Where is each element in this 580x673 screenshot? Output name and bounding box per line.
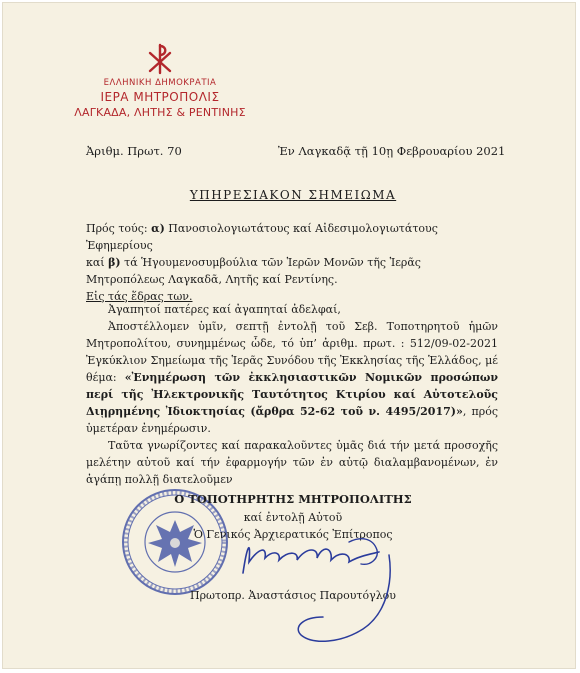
letterhead [67,43,253,119]
letterhead-region: ΛΑΓΚΑΔΑ, ΛΗΤΗΣ & ΡΕΝΤΙΝΗΣ [74,106,246,119]
paragraph-1-end: , πρός ὑμετέραν ἐνημέρωσιν. [86,405,498,435]
signature-title: Ο ΤΟΠΟΤΗΡΗΤΗΣ ΜΗΤΡΟΠΟΛΙΤΗΣ [174,492,412,506]
paragraph-1 [86,318,498,437]
document-date: Ἐν Λαγκαδᾷ τῇ 10ῃ Φεβρουαρίου 2021 [278,144,506,158]
recipients-block [86,220,501,305]
letter-body [86,301,498,488]
recipient-a-marker: α) [151,222,165,235]
letterhead-metropolis: ΙΕΡΑ ΜΗΤΡΟΠΟΛΙΣ [100,90,220,104]
letterhead-republic: ΕΛΛΗΝΙΚΗ ΔΗΜΟΚΡΑΤΙΑ [103,78,217,88]
document-title: ΥΠΗΡΕΣΙΑΚΟΝ ΣΗΜΕΙΩΜΑ [189,188,397,202]
chi-rho-emblem [145,43,175,75]
document-page [2,2,576,669]
protocol-number: Ἀριθμ. Πρωτ. 70 [86,144,182,158]
signatory-name: Πρωτοπρ. Ἀναστάσιος Παρουτόγλου [190,589,396,602]
paragraph-2: Ταῦτα γνωρίζοντες καί παρακαλοῦντες ὑμᾶς διά τήν μετά προσοχῆς μελέτην αὐτοῦ καί τήν ἐφαρμογήν τῶν ἐν αὐτῷ διαλαμβανομένων, ἐν ἀγάπῃ πολλῇ διατελοῦμεν [86,439,498,486]
paragraph-1-subject: «Ἐνημέρωση τῶν ἐκκλησιαστικῶν Νομικῶν προσώπων περί τῆς Ἠλεκτρονικῆς Ταυτότητος Κτιρίου καί Αὐτοτελοῦς Διῃρημένης Ἰδιοκτησίας (ἄρθρα 52-62 τοῦ ν. 4495/2017)» [86,371,498,418]
recipients-prefix: Πρός τούς: [86,222,152,235]
recipient-b-prefix: καί [86,256,109,269]
recipient-a-text: Πανοσιολογιωτάτους καί Αἰδεσιμολογιωτάτους Ἐφημερίους [86,222,438,252]
signature-mandate: καί ἐντολῇ Αὐτοῦ [243,511,343,524]
paragraph-1-text: Ἀποστέλλομεν ὑμῖν, σεπτῇ ἐντολῇ τοῦ Σεβ. Τοποτηρητοῦ ἡμῶν Μητροπολίτου, συνημμένως ὧδε, τό ὑπ’ ἀριθμ. πρωτ. : 512/09-02-2021 Ἐγκύκλιον Σημείωμα τῆς Ἱερᾶς Συνόδου τῆς Ἐκκλησίας τῆς Ἑλλάδος, μέ θέμα: [86,320,498,384]
recipients-seats: Εἰς τάς ἕδρας των. [86,290,193,303]
greeting: Ἀγαπητοί πατέρες καί ἀγαπηταί ἀδελφαί, [108,303,341,316]
signature-flourish [289,551,399,651]
recipient-b-marker: β) [108,256,121,269]
signatory-position: Ὁ Γενικός Ἀρχιερατικός Ἐπίτροπος [193,528,393,541]
recipient-b-text: τά Ἡγουμενοσυμβούλια τῶν Ἱερῶν Μονῶν τῆς Ἱερᾶς Μητροπόλεως Λαγκαδᾶ, Λητῆς καί Ρεντίνης. [86,256,421,286]
